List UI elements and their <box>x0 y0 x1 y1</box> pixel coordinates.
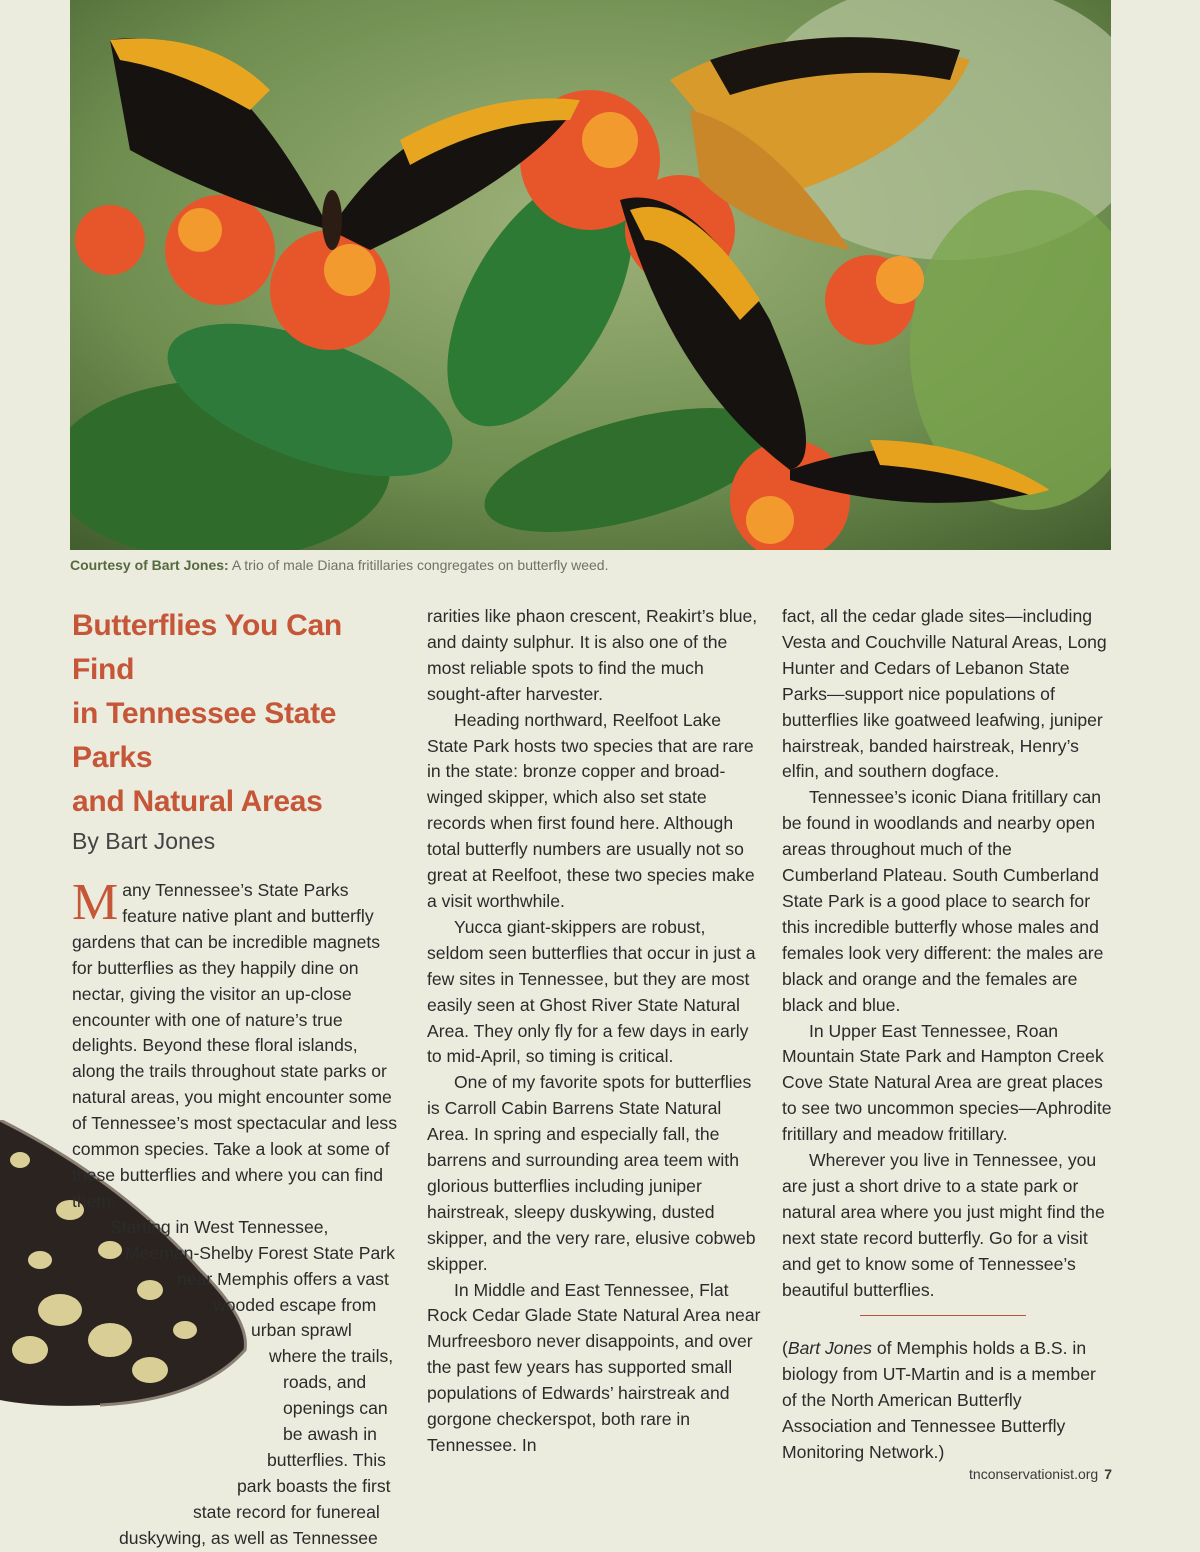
intro-paragraph <box>72 874 402 1215</box>
wrapped-paragraph <box>72 1215 402 1552</box>
paragraph: Yucca giant-skippers are robust, seldom seen butterflies that occur in just a few sites in Tennessee, but they are most easily seen at Ghost River State Natural Area. They only fly for a few days in early to mid-April, so timing is critical. <box>427 916 756 1067</box>
title-line-2: in Tennessee State Parks <box>72 697 337 774</box>
page-number: 7 <box>1104 1466 1112 1482</box>
bio-author-name: Bart Jones <box>787 1338 872 1359</box>
paragraph: In Upper East Tennessee, Roan Mountain State Park and Hampton Creek Cove State Natural Area are great places to see two uncommon species—Aphrodite fritillary and meadow fritillary. <box>782 1020 1112 1145</box>
wrap-line: roads, and <box>283 1372 367 1393</box>
title-line-1: Butterflies You Can Find <box>72 609 342 686</box>
paragraph: Wherever you live in Tennessee, you are just a short drive to a state park or natural area where you just might find the next state record butterfly. Go for a visit and get to know some of Tennessee’s beautiful butterflies. <box>782 1150 1105 1300</box>
footer-site: tnconservationist.org <box>969 1466 1099 1482</box>
wrap-line: butterflies. This <box>267 1449 386 1470</box>
paragraph: fact, all the cedar glade sites—including Vesta and Couchville Natural Areas, Long Hunter and Cedars of Lebanon State Parks—support nice populations of butterflies like goatweed leafwing, juniper hairstreak, banded hairstreak, Henry’s elfin, and southern dogface. <box>782 606 1107 782</box>
title-line-3: and Natural Areas <box>72 785 323 818</box>
photo-credit: Courtesy of Bart Jones: <box>70 557 229 573</box>
caption-text: A trio of male Diana fritillaries congregates on butterfly weed. <box>228 557 609 573</box>
article-column-2 <box>427 604 762 1459</box>
paragraph: One of my favorite spots for butterflies is Carroll Cabin Barrens State Natural Area. In spring and especially fall, the barrens and surrounding area teem with glorious butterflies including juniper hairstreak, sleepy duskywing, dusted skipper, and the very rare, elusive cobweb skipper. <box>427 1072 756 1274</box>
paragraph: In Middle and East Tennessee, Flat Rock Cedar Glade State Natural Area near Murfreesboro never disappoints, and over the past few years has supported small populations of Edwards’ hairstreak and gorgone checkerspot, both rare in Tennessee. In <box>427 1279 761 1455</box>
wrap-line: openings can <box>283 1398 388 1419</box>
wrap-line: Starting in West Tennessee, <box>110 1216 329 1237</box>
paragraph: rarities like phaon crescent, Reakirt’s blue, and dainty sulphur. It is also one of the most reliable spots to find the much sought-after harvester. <box>427 606 758 704</box>
wrap-line: where the trails, <box>269 1346 394 1367</box>
author-bio <box>782 1336 1112 1466</box>
wrap-line: park boasts the first <box>237 1475 391 1496</box>
wrap-line: duskywing, as well as Tennessee <box>119 1527 378 1548</box>
section-divider <box>860 1315 1026 1316</box>
wrap-line: be awash in <box>283 1424 377 1445</box>
wrap-line: near Memphis offers a vast <box>177 1268 389 1289</box>
bio-paren: ( <box>782 1338 788 1359</box>
butterfly-photo <box>70 0 1111 550</box>
intro-text: any Tennessee’s State Parks feature native plant and butterfly gardens that can be incredible magnets for butterflies as they happily dine on nectar, giving the visitor an up-close encounter with one of nature’s true delights. Beyond these floral islands, along the trails throughout state parks or natural areas, you might encounter some of Tennessee’s most spectacular and less common species. Take a look at some of these butterflies and where you can find them. <box>72 880 398 1211</box>
article-title <box>72 604 402 824</box>
paragraph: Tennessee’s iconic Diana fritillary can be found in woodlands and nearby open areas throughout much of the Cumberland Plateau. South Cumberland State Park is a good place to search for this incredible butterfly whose males and females look very different: the males are black and orange and the females are black and blue. <box>782 787 1104 1015</box>
paragraph: Heading northward, Reelfoot Lake State Park hosts two species that are rare in the state: bronze copper and broad-winged skipper, which also set state records when first found here. Although total butterfly numbers are usually not so great at Reelfoot, these two species make a visit worthwhile. <box>427 709 755 911</box>
article-column-1 <box>72 604 402 1552</box>
photo-caption <box>70 556 1111 574</box>
wrap-line: wooded escape from <box>213 1294 377 1315</box>
article-column-3 <box>782 604 1112 1466</box>
wrap-line: urban sprawl <box>251 1320 352 1341</box>
byline: By Bart Jones <box>72 828 216 854</box>
wrap-line: Meeman-Shelby Forest State Park <box>125 1242 395 1263</box>
bio-text: of Memphis holds a B.S. in biology from UT-Martin and is a member of the North American Butterfly Association and Tennessee Butterfly Monitoring Network.) <box>782 1338 1096 1463</box>
drop-cap: M <box>72 874 119 931</box>
page-footer <box>969 1466 1112 1482</box>
wrap-line: state record for funereal <box>193 1501 380 1522</box>
